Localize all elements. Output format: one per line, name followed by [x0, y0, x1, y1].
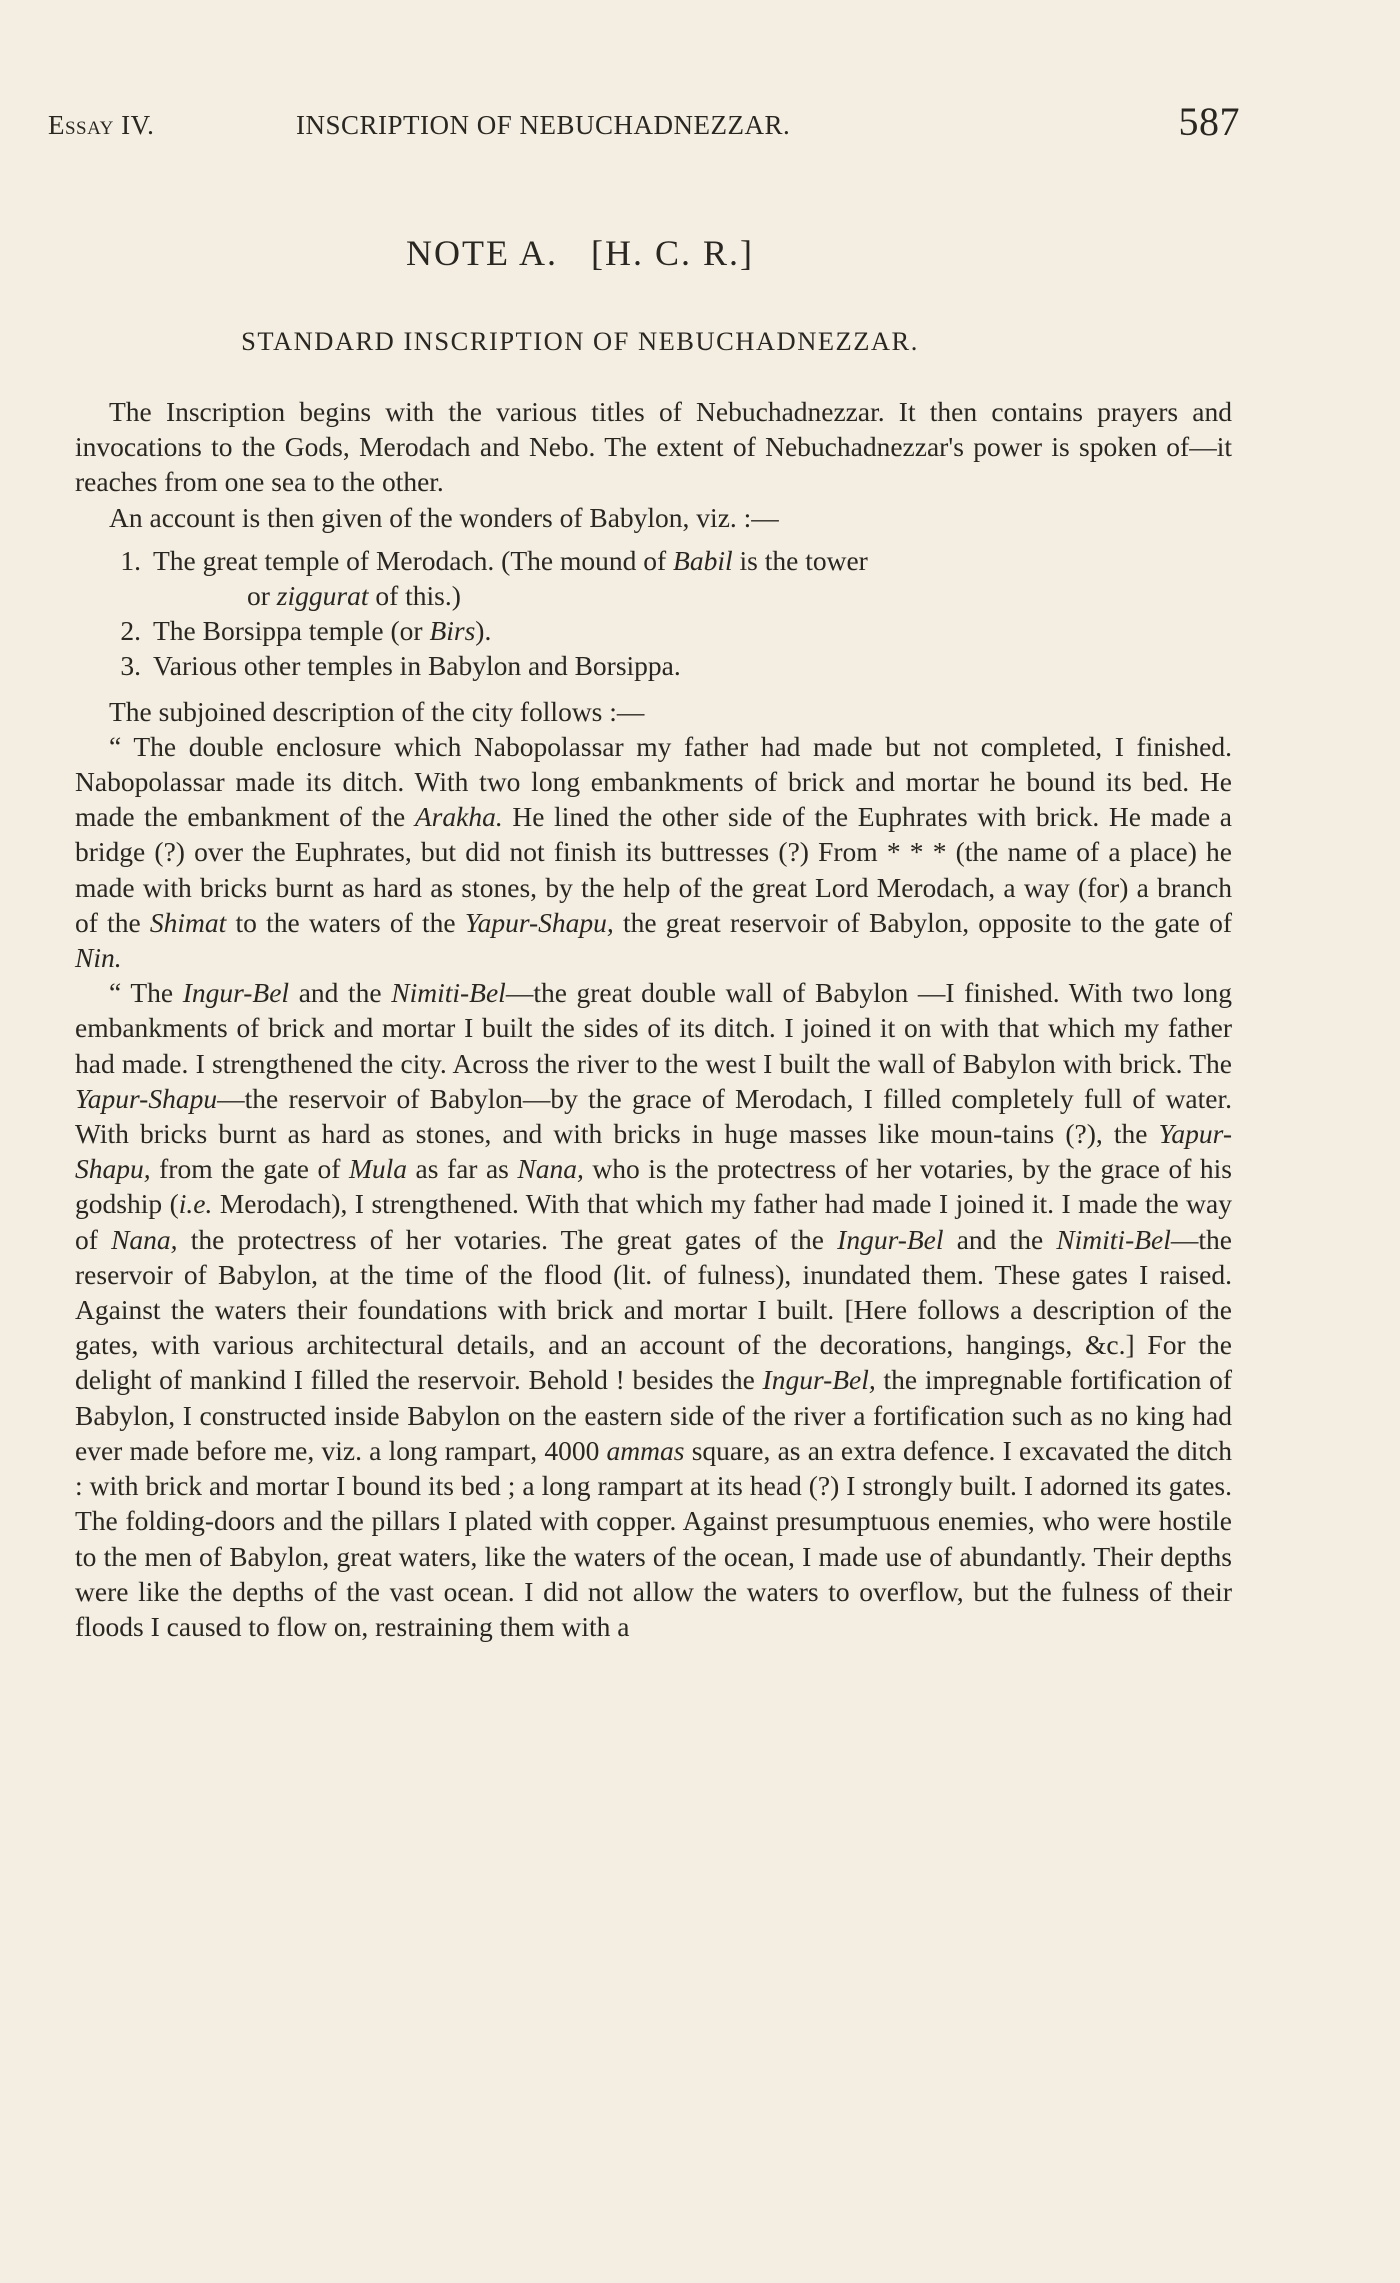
italic-run: Nana,	[111, 1223, 178, 1255]
list-text: of this.)	[368, 580, 461, 612]
quote-paragraph-1	[75, 729, 1232, 975]
description-intro: The subjoined description of the city follows :—	[109, 695, 645, 727]
italic-run: Ingur-Bel,	[762, 1364, 876, 1396]
italic-run: Yapur-Shapu,	[464, 906, 614, 938]
italic-run: Nimiti-Bel	[391, 977, 506, 1009]
section-subtitle: STANDARD INSCRIPTION OF NEBUCHADNEZZAR.	[241, 326, 919, 356]
list-number: 3.	[120, 650, 141, 682]
text-run: and the	[943, 1223, 1057, 1255]
list-number: 2.	[120, 615, 141, 647]
text-run: and the	[289, 977, 392, 1009]
text-run: —the reservoir of Babylon, at the time of the flood (lit. of fulness), inundated them. These gates I raised. Against the waters their foundations with brick and mortar I built. [Here follows a description of the gates, with various architectural details, and an account of the decorations, hangings, &c.] For the delight of mankind I filled the reservoir. Behold ! besides the	[75, 1223, 1232, 1396]
text-run: “ The double enclosure which Nabopolassar my father had made but not completed, I finished. Nabopolassar made its ditch. With two long embankments of brick and mortar he bound its bed. He made the embankment of the	[75, 730, 1232, 833]
text-run: the protectress of her votaries. The great gates of the	[177, 1223, 838, 1255]
text-run: “ The	[109, 977, 183, 1009]
italic-run: Yapur-Shapu	[75, 1082, 218, 1114]
text-run: He lined the other side of the Euphrates with brick. He made a bridge (?) over the Euphrates, but did not finish its buttresses (?) From * * * (the name of a place) he made with bricks burnt as hard as stones, by the help of the great Lord Merodach, a way (for) a branch of the	[75, 801, 1232, 938]
list-text: The Borsippa temple (or	[153, 615, 430, 647]
text-run: to the waters of the	[226, 906, 465, 938]
list-italic: ziggurat	[276, 580, 369, 612]
list-text: is the tower	[732, 544, 868, 576]
list-italic: Birs	[429, 615, 476, 647]
italic-run: Nana,	[517, 1153, 584, 1185]
text-run: Merodach), I strengthened. With that which my father had made I joined it. I made the way of	[75, 1188, 1232, 1255]
list-item	[75, 543, 1232, 613]
intro-paragraph-1: The Inscription begins with the various titles of Nebuchadnezzar. It then contains prayers and invocations to the Gods, Merodach and Nebo. The extent of Nebuchadnezzar's power is spoken of—it reaches from one sea to the other.	[75, 396, 1232, 498]
text-run: square, as an extra defence. I excavated the ditch : with brick and mortar I bound its bed ; a long rampart at its head (?) I strongly built. I adorned its gates. The folding-doors and the pillars I plated with copper. Against presumptuous enemies, who were hostile to the men of Babylon, great waters, like the waters of the ocean, I made use of abundantly. Their depths were like the depths of the vast ocean. I did not allow the waters to overflow, but the fulness of their floods I caused to flow on, restraining them with a	[75, 1434, 1232, 1642]
italic-run: Yapur-Shapu,	[75, 1118, 1232, 1185]
quote-paragraph-2	[75, 975, 1232, 1644]
list-item	[75, 648, 1232, 683]
note-title: NOTE A. [H. C. R.]	[406, 233, 754, 273]
italic-run: i.e.	[178, 1188, 213, 1220]
page-number: 587	[1178, 99, 1240, 144]
list-text: The great temple of Merodach. (The mound of	[153, 544, 674, 576]
list-text: Various other temples in Babylon and Borsippa.	[153, 650, 681, 682]
italic-run: Arakha.	[414, 801, 503, 833]
text-run: —the reservoir of Babylon—by the grace of Merodach, I filled completely full of water. With bricks burnt as hard as stones, and with bricks in huge masses like moun-tains (?), the	[75, 1082, 1232, 1150]
text-run: the great reservoir of Babylon, opposite to the gate of	[613, 906, 1233, 938]
italic-run: Nimiti-Bel	[1056, 1223, 1171, 1255]
italic-run: Nin.	[75, 942, 122, 974]
temple-list	[75, 543, 1232, 684]
body-text	[75, 394, 1232, 1644]
italic-run: Ingur-Bel	[837, 1223, 944, 1255]
intro-paragraph-2: An account is then given of the wonders of Babylon, viz. :—	[109, 501, 779, 533]
list-item	[75, 613, 1232, 648]
italic-run: Ingur-Bel	[182, 977, 290, 1009]
header-title: INSCRIPTION OF NEBUCHADNEZZAR.	[296, 110, 791, 140]
text-run: as far as	[407, 1153, 518, 1185]
list-italic: Babil	[673, 544, 733, 576]
italic-run: Mula	[348, 1153, 408, 1185]
list-text: ).	[475, 615, 492, 647]
text-run: the impregnable fortification of Babylon, I constructed inside Babylon on the eastern side of the river a fortification such as no king had ever made before me, viz. a long rampart, 4000	[75, 1364, 1232, 1466]
header-essay: Essay IV.	[48, 110, 155, 140]
text-run: who is the protectress of her votaries, by the grace of his godship (	[75, 1153, 1232, 1220]
text-run: from the gate of	[150, 1153, 349, 1185]
italic-run: ammas	[606, 1434, 685, 1466]
italic-run: Shimat	[149, 906, 227, 938]
list-number: 1.	[120, 544, 141, 576]
running-header	[48, 98, 1240, 148]
text-run: —the great double wall of Babylon —I finished. With two long embankments of brick and mortar I built the sides of its ditch. I joined it on with that which my father had made. I strengthened the city. Across the river to the west I built the wall of Babylon with brick. The	[75, 977, 1232, 1079]
list-text: or	[247, 580, 277, 612]
